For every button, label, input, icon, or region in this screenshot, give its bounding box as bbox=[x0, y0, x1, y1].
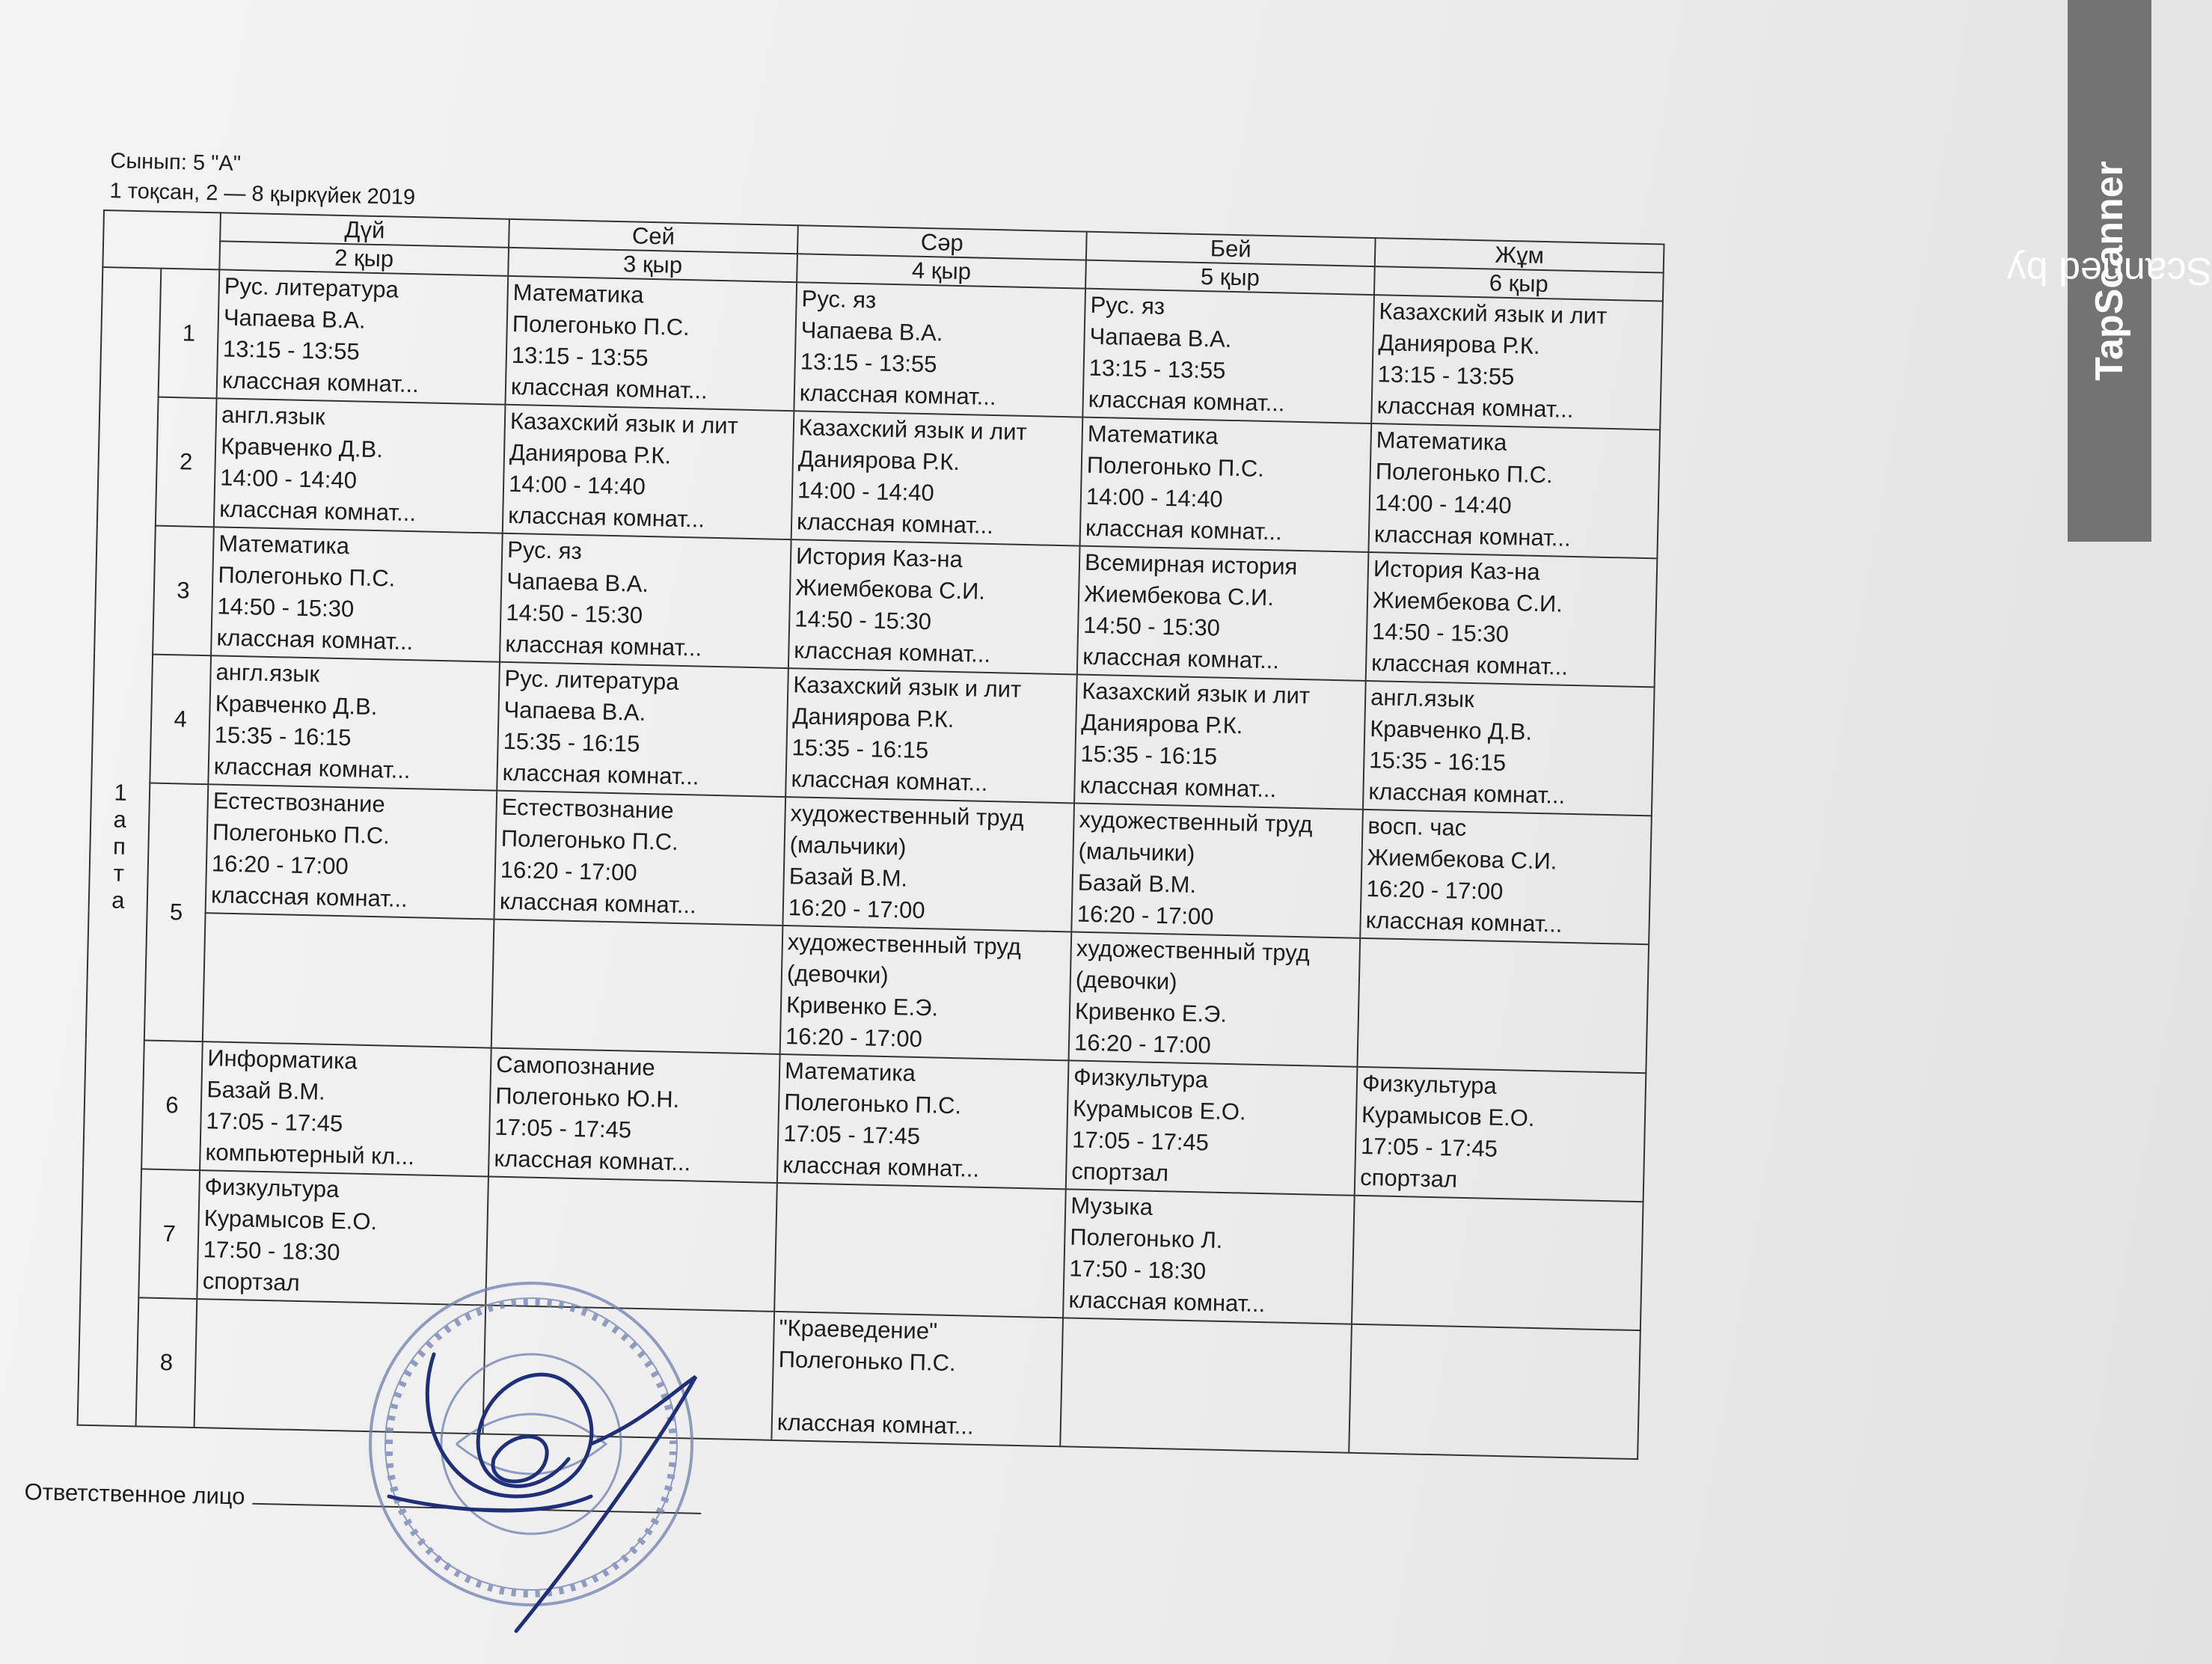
class-label: Сынып: 5 "А" bbox=[110, 149, 242, 176]
room-name: 16:20 - 17:00 bbox=[785, 1023, 923, 1053]
room-name: классная комнат... bbox=[1088, 385, 1285, 417]
subject-name: Рус. яз bbox=[801, 285, 877, 313]
lesson-time: Базай В.М. bbox=[788, 863, 908, 892]
subject-name: Рус. литература bbox=[504, 664, 679, 695]
room-name: классная комнат... bbox=[210, 881, 408, 913]
lesson-number: 1 bbox=[159, 269, 220, 399]
lesson-cell bbox=[211, 527, 503, 661]
room-name: классная комнат... bbox=[782, 1151, 980, 1182]
lesson-time: 13:15 - 13:55 bbox=[222, 335, 361, 365]
lesson-cell bbox=[777, 1054, 1069, 1189]
lesson-time: 14:00 - 14:40 bbox=[1374, 489, 1512, 519]
lesson-time: 13:15 - 13:55 bbox=[1088, 354, 1226, 384]
lesson-cell bbox=[1071, 803, 1363, 937]
document-page bbox=[24, 142, 1825, 1571]
subject-name: художественный труд bbox=[787, 929, 1022, 960]
room-name: классная комнат... bbox=[502, 759, 699, 790]
room-name: спортзал bbox=[202, 1267, 301, 1297]
subject-name: Математика bbox=[1087, 420, 1219, 450]
responsible-label: Ответственное лицо bbox=[24, 1478, 245, 1510]
lesson-cell bbox=[1069, 932, 1361, 1066]
subject-name: Казахский язык и лит bbox=[1379, 298, 1608, 329]
teacher-name: Жиембекова С.И. bbox=[794, 574, 986, 605]
subject-name: художественный труд bbox=[1076, 935, 1311, 967]
lesson-time: 15:35 - 16:15 bbox=[791, 734, 929, 764]
subject-name: Казахский язык и лит bbox=[1081, 677, 1311, 709]
lesson-time: 14:50 - 15:30 bbox=[1371, 618, 1510, 648]
room-name: классная комнат... bbox=[776, 1409, 974, 1440]
subject-name: Физкультура bbox=[204, 1173, 340, 1203]
subject-name: художественный труд bbox=[790, 800, 1025, 832]
teacher-name: Чапаева В.А. bbox=[223, 304, 367, 334]
day-name: Сей bbox=[509, 219, 798, 254]
day-name: Жұм bbox=[1375, 238, 1664, 272]
lesson-time: 13:15 - 13:55 bbox=[1377, 361, 1515, 391]
lesson-cell bbox=[1371, 295, 1663, 429]
subject-name: Самопознание bbox=[495, 1050, 656, 1081]
room-name: компьютерный кл... bbox=[205, 1139, 415, 1170]
lesson-time: 14:00 - 14:40 bbox=[797, 477, 935, 507]
lesson-cell bbox=[503, 405, 794, 539]
lesson-time: 16:20 - 17:00 bbox=[500, 856, 637, 886]
lesson-time: 17:05 - 17:45 bbox=[494, 1113, 632, 1143]
teacher-name: Полегонько П.С. bbox=[212, 819, 390, 849]
room-name: классная комнат... bbox=[1085, 514, 1283, 545]
watermark-brand: TapScanner bbox=[2088, 161, 2131, 381]
lesson-number: 6 bbox=[141, 1040, 203, 1170]
subject-name: Естествознание bbox=[212, 787, 386, 818]
teacher-name: Чапаева В.А. bbox=[800, 316, 943, 346]
lesson-time: 13:15 - 13:55 bbox=[800, 348, 937, 378]
empty-cell bbox=[1357, 938, 1649, 1073]
lesson-time: Базай В.М. bbox=[1077, 869, 1197, 899]
week-letter: а bbox=[111, 887, 125, 914]
lesson-time: 14:50 - 15:30 bbox=[794, 605, 932, 635]
room-name: классная комнат... bbox=[505, 630, 702, 661]
room-name: 16:20 - 17:00 bbox=[1073, 1029, 1212, 1059]
lesson-cell bbox=[1066, 1060, 1358, 1195]
teacher-name: Жиембекова С.И. bbox=[1372, 587, 1563, 617]
subject-name: англ.язык bbox=[221, 401, 325, 430]
room-name: классная комнат... bbox=[1365, 907, 1563, 937]
room-name: 16:20 - 17:00 bbox=[1076, 900, 1214, 930]
teacher-name: Кравченко Д.В. bbox=[220, 432, 384, 463]
room-name: классная комнат... bbox=[796, 508, 994, 539]
lesson-number: 4 bbox=[150, 655, 211, 785]
lesson-time: 14:00 - 14:40 bbox=[219, 464, 358, 494]
lesson-cell bbox=[214, 398, 506, 533]
room-name: классная комнат... bbox=[216, 624, 414, 655]
teacher-name: Жиембекова С.И. bbox=[1083, 580, 1275, 611]
subject-name: англ.язык bbox=[1370, 684, 1475, 713]
lesson-cell bbox=[217, 269, 509, 404]
lesson-time: 15:35 - 16:15 bbox=[503, 727, 640, 757]
lesson-time: 14:00 - 14:40 bbox=[1085, 483, 1224, 513]
room-name: классная комнат... bbox=[510, 373, 708, 404]
subject-name: Рус. яз bbox=[1090, 291, 1165, 319]
subject-name: История Каз-на bbox=[795, 542, 963, 573]
lesson-cell bbox=[200, 1041, 491, 1176]
teacher-name: Полегонько П.С. bbox=[218, 561, 396, 592]
teacher-name: Курамысов Е.О. bbox=[203, 1205, 378, 1235]
teacher-name: Полегонько П.С. bbox=[1086, 451, 1265, 482]
lesson-number: 3 bbox=[153, 526, 214, 656]
room-name: классная комнат... bbox=[1079, 771, 1277, 803]
subject-name: Казахский язык и лит bbox=[509, 407, 739, 439]
schedule-table bbox=[77, 209, 1665, 1460]
lesson-cell bbox=[208, 655, 500, 790]
lesson-cell bbox=[791, 411, 1083, 545]
day-date: 5 қыр bbox=[1085, 260, 1375, 295]
room-name: классная комнат... bbox=[218, 495, 417, 527]
lesson-time: 17:50 - 18:30 bbox=[203, 1236, 340, 1266]
lesson-time: 17:05 - 17:45 bbox=[1071, 1126, 1210, 1156]
lesson-cell bbox=[1074, 675, 1366, 810]
lesson-cell bbox=[788, 539, 1080, 674]
lesson-time: 13:15 - 13:55 bbox=[511, 341, 649, 371]
subject-name: восп. час bbox=[1367, 813, 1467, 841]
subject-name: Естествознание bbox=[501, 793, 674, 824]
room-name: классная комнат... bbox=[221, 367, 420, 398]
teacher-name: Даниярова Р.К. bbox=[509, 438, 672, 469]
subject-name: Всемирная история bbox=[1084, 548, 1298, 580]
teacher-name: Полегонько Л. bbox=[1070, 1223, 1223, 1253]
lesson-cell bbox=[1363, 681, 1655, 816]
week-letter: 1 bbox=[114, 779, 128, 806]
teacher-name: Кравченко Д.В. bbox=[1369, 715, 1533, 745]
lesson-cell bbox=[1360, 810, 1652, 944]
subject-name: художественный труд bbox=[1079, 806, 1313, 838]
lesson-number: 5 bbox=[144, 783, 208, 1042]
day-name: Бей bbox=[1086, 232, 1376, 266]
subject-name: англ.язык bbox=[215, 658, 320, 688]
room-name: классная комнат... bbox=[494, 1145, 691, 1176]
room-name: классная комнат... bbox=[213, 753, 411, 784]
lesson-cell bbox=[1355, 1067, 1646, 1202]
day-date: 3 қыр bbox=[508, 248, 797, 282]
subject-name: Музыка bbox=[1070, 1192, 1154, 1220]
teacher-name: Даниярова Р.К. bbox=[1378, 329, 1540, 359]
room-name: классная комнат... bbox=[499, 887, 697, 919]
lesson-cell bbox=[1368, 423, 1660, 558]
lesson-cell bbox=[1080, 417, 1372, 552]
lesson-cell bbox=[500, 533, 791, 668]
teacher-name: Жиембекова С.И. bbox=[1367, 844, 1557, 875]
lesson-time: Кривенко Е.Э. bbox=[785, 991, 939, 1021]
subject-name: "Краеведение" bbox=[779, 1315, 938, 1345]
teacher-name: Чапаева В.А. bbox=[503, 696, 646, 726]
empty-cell bbox=[491, 920, 783, 1054]
lesson-cell bbox=[497, 662, 788, 797]
scanner-watermark bbox=[2006, 0, 2212, 542]
subject-name: Математика bbox=[218, 530, 350, 560]
corner-cell bbox=[102, 210, 221, 269]
lesson-time: 17:05 - 17:45 bbox=[1360, 1132, 1498, 1162]
teacher-name: Даниярова Р.К. bbox=[792, 703, 955, 732]
lesson-cell bbox=[1077, 546, 1369, 681]
subject-name: Физкультура bbox=[1361, 1069, 1498, 1099]
lesson-cell bbox=[794, 282, 1085, 417]
lesson-cell bbox=[494, 791, 785, 926]
teacher-name: Кравченко Д.В. bbox=[215, 690, 378, 721]
room-name: классная комнат... bbox=[1370, 649, 1569, 680]
teacher-name: (мальчики) bbox=[1078, 837, 1195, 867]
teacher-name: (девочки) bbox=[786, 960, 889, 989]
subject-name: Рус. литература bbox=[224, 272, 399, 303]
day-name: Дүй bbox=[220, 212, 509, 247]
lesson-cell bbox=[1366, 552, 1658, 687]
empty-cell bbox=[774, 1183, 1066, 1318]
lesson-number: 2 bbox=[156, 397, 217, 527]
week-letter: т bbox=[113, 860, 125, 887]
lesson-number: 7 bbox=[138, 1169, 200, 1299]
lesson-time: 14:00 - 14:40 bbox=[508, 470, 646, 500]
lesson-time: 14:50 - 15:30 bbox=[1082, 611, 1221, 641]
subject-name: Информатика bbox=[206, 1044, 358, 1074]
lesson-time: 14:50 - 15:30 bbox=[217, 593, 355, 623]
week-letter: п bbox=[112, 833, 126, 860]
room-name: спортзал bbox=[1359, 1163, 1458, 1193]
room-name: спортзал bbox=[1070, 1157, 1169, 1187]
empty-cell bbox=[1352, 1196, 1643, 1330]
lesson-number: 8 bbox=[136, 1297, 197, 1428]
teacher-name: Даниярова Р.К. bbox=[797, 445, 961, 476]
lesson-time: Кривенко Е.Э. bbox=[1074, 997, 1228, 1027]
empty-cell bbox=[1349, 1324, 1640, 1459]
lesson-time: 16:20 - 17:00 bbox=[1366, 875, 1504, 905]
lesson-time: 16:20 - 17:00 bbox=[211, 850, 349, 880]
teacher-name: Курамысов Е.О. bbox=[1361, 1101, 1535, 1132]
room-name: классная комнат... bbox=[1373, 521, 1572, 551]
lesson-time: 15:35 - 16:15 bbox=[1369, 747, 1507, 777]
lesson-time: 14:50 - 15:30 bbox=[506, 599, 643, 628]
subject-name: Математика bbox=[1376, 426, 1507, 456]
subject-name: Казахский язык и лит bbox=[793, 671, 1022, 703]
lesson-time: 17:05 - 17:45 bbox=[782, 1120, 921, 1150]
day-date: 4 қыр bbox=[797, 254, 1086, 288]
teacher-name: Чапаева В.А. bbox=[506, 567, 649, 597]
school-seal-stamp bbox=[344, 1272, 718, 1661]
lesson-time: 17:05 - 17:45 bbox=[206, 1107, 343, 1137]
watermark-prefix: Scanned by bbox=[2006, 249, 2212, 293]
empty-cell bbox=[1060, 1318, 1352, 1452]
lesson-cell bbox=[780, 926, 1072, 1060]
teacher-name: Полегонько П.С. bbox=[500, 825, 679, 855]
lesson-time: 15:35 - 16:15 bbox=[1080, 740, 1218, 770]
teacher-name: (мальчики) bbox=[789, 831, 907, 860]
room-name: классная комнат... bbox=[1376, 392, 1574, 423]
room-name: классная комнат... bbox=[1068, 1286, 1266, 1318]
subject-name: Физкультура bbox=[1073, 1063, 1209, 1093]
lesson-time: 17:50 - 18:30 bbox=[1069, 1255, 1207, 1285]
room-name: классная комнат... bbox=[1368, 778, 1566, 809]
teacher-name: Курамысов Е.О. bbox=[1072, 1095, 1246, 1125]
lesson-cell bbox=[785, 668, 1077, 803]
lesson-cell bbox=[1063, 1189, 1355, 1324]
lesson-cell bbox=[505, 276, 797, 411]
teacher-name: Полегонько П.С. bbox=[783, 1089, 962, 1119]
subject-name: История Каз-на bbox=[1373, 555, 1540, 585]
lesson-time: 15:35 - 16:15 bbox=[214, 721, 352, 751]
teacher-name: (девочки) bbox=[1075, 966, 1177, 995]
day-name: Сәр bbox=[797, 225, 1087, 260]
lesson-cell bbox=[771, 1312, 1063, 1446]
week-letter: а bbox=[113, 806, 127, 833]
empty-cell bbox=[203, 913, 494, 1047]
period-label: 1 тоқсан, 2 — 8 қыркүйек 2019 bbox=[109, 179, 416, 210]
lesson-cell bbox=[782, 797, 1074, 932]
subject-name: Математика bbox=[512, 278, 644, 308]
teacher-name: Полегонько П.С. bbox=[512, 310, 690, 341]
room-name: классная комнат... bbox=[791, 765, 988, 796]
subject-name: Казахский язык и лит bbox=[798, 414, 1028, 445]
teacher-name: Базай В.М. bbox=[206, 1076, 326, 1105]
room-name: 16:20 - 17:00 bbox=[788, 894, 925, 924]
room-name: классная комнат... bbox=[507, 501, 705, 533]
teacher-name: Чапаева В.А. bbox=[1089, 322, 1232, 352]
day-date: 6 қыр bbox=[1374, 266, 1664, 301]
teacher-name: Полегонько П.С. bbox=[778, 1346, 957, 1377]
day-date: 2 қыр bbox=[219, 241, 509, 275]
teacher-name: Даниярова Р.К. bbox=[1081, 709, 1243, 739]
lesson-cell bbox=[1082, 289, 1374, 423]
subject-name: Рус. яз bbox=[506, 536, 583, 565]
room-name: классная комнат... bbox=[799, 379, 996, 411]
room-name: классная комнат... bbox=[794, 637, 991, 667]
lesson-cell bbox=[206, 784, 497, 919]
lesson-cell bbox=[488, 1048, 780, 1183]
room-name: классная комнат... bbox=[1082, 643, 1280, 674]
subject-name: Математика bbox=[784, 1057, 916, 1086]
teacher-name: Полегонько Ю.Н. bbox=[494, 1082, 680, 1113]
teacher-name: Полегонько П.С. bbox=[1375, 458, 1554, 489]
